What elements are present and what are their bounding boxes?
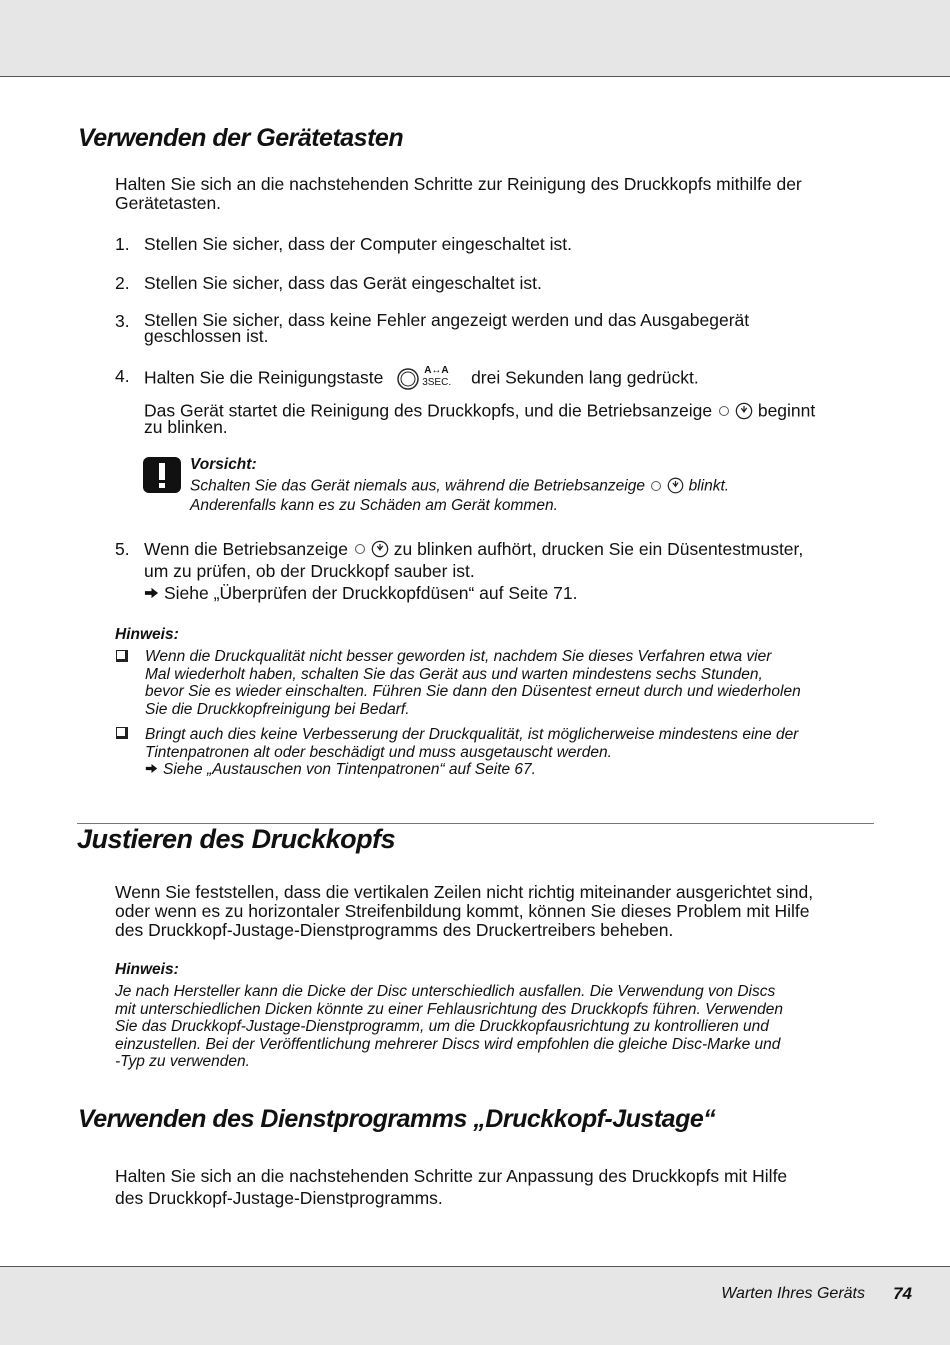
caution-line-1 [190, 477, 729, 496]
section3-intro-line: des Druckkopf-Justage-Dienstprogramms. [115, 1188, 443, 1208]
note-item-1-line: Sie die Druckkopfreinigung bei Bedarf. [145, 700, 410, 718]
section2-intro [115, 883, 813, 940]
step-2-text: Stellen Sie sicher, dass das Gerät eingeschaltet ist. [144, 273, 542, 293]
power-icon [667, 477, 684, 494]
checkbox-bullet-icon [116, 650, 128, 662]
section3-intro [115, 1165, 787, 1209]
step-number: 1. [115, 234, 130, 254]
step-number: 5. [115, 539, 130, 559]
arrow-right-icon [145, 763, 158, 774]
footer-chapter: Warten Ihres Geräts [721, 1285, 865, 1302]
note-title: Hinweis: [115, 961, 179, 978]
checkbox-bullet-icon [116, 727, 128, 739]
step-3-text: Stellen Sie sicher, dass keine Fehler angezeigt werden und das Ausgabegerät geschlossen ist. [144, 310, 750, 346]
section2-note-line: Je nach Hersteller kann die Dicke der Disc unterschiedlich ausfallen. Die Verwendung von Discs [115, 983, 776, 1000]
step-5-line-2: um zu prüfen, ob der Druckkopf sauber ist. [144, 561, 475, 581]
step-1-text: Stellen Sie sicher, dass der Computer eingeschaltet ist. [144, 234, 572, 254]
cleaning-button-label-top: A↔A [424, 365, 449, 376]
section2-intro-line: Wenn Sie feststellen, dass die vertikalen Zeilen nicht richtig miteinander ausgerichtet sind, [115, 882, 814, 902]
step-4-detail [144, 402, 815, 422]
caution-icon [143, 457, 181, 493]
note-item-2-line: Bringt auch dies keine Verbesserung der Druckqualität, ist möglicherweise mindestens eine der [145, 726, 799, 743]
section-heading-alignment-utility: Verwenden des Dienstprogramms „Druckkopf-Justage“ [78, 1105, 716, 1133]
step-5-text-b: zu blinken aufhört, drucken Sie ein Düsentestmuster, [393, 539, 804, 559]
step-4-detail-c: zu blinken. [144, 417, 228, 437]
section2-intro-line: oder wenn es zu horizontaler Streifenbildung kommt, können Sie dieses Problem mit Hilfe [115, 901, 810, 921]
note-item-1-line: bevor Sie es wieder einschalten. Führen Sie dann den Düsentest erneut durch und wiederholen [145, 683, 801, 700]
caution-line-1b: blinkt. [688, 477, 730, 495]
note-item-2-reference-link[interactable]: Siehe „Austauschen von Tintenpatronen“ auf Seite 67. [163, 761, 536, 778]
step-5-reference-link[interactable]: Siehe „Überprüfen der Druckkopfdüsen“ auf Seite 71. [164, 583, 578, 603]
step-number: 4. [115, 366, 130, 386]
step-5-line-1 [144, 540, 803, 560]
indicator-light-icon [651, 481, 661, 491]
note-item-2 [145, 726, 798, 779]
step-4-text-b: drei Sekunden lang gedrückt. [471, 367, 699, 388]
note-item-2-line: Tintenpatronen alt oder beschädigt und muss ausgetauscht werden. [145, 743, 612, 761]
step-4-detail-b: beginnt [757, 400, 816, 421]
step-4-detail-a: Das Gerät startet die Reinigung des Druckkopfs, und die Betriebsanzeige [144, 400, 713, 421]
step-number: 3. [115, 311, 130, 331]
step-5-reference[interactable] [144, 584, 577, 603]
power-icon [371, 540, 389, 558]
section2-note-line: Sie das Druckkopf-Justage-Dienstprogramm, um die Druckkopfausrichtung zu kontrollieren und [115, 1018, 769, 1035]
step-4-text [144, 367, 699, 391]
section2-note [115, 983, 783, 1071]
section2-note-line: -Typ zu verwenden. [115, 1053, 250, 1070]
indicator-light-icon [719, 406, 729, 416]
section-heading-device-buttons: Verwenden der Gerätetasten [78, 124, 404, 152]
section2-note-line: einzustellen. Bei der Veröffentlichung mehrerer Discs wird empfohlen die gleiche Disc-Marke und [115, 1035, 781, 1053]
indicator-light-icon [355, 544, 365, 554]
cleaning-button-label-bottom: 3SEC. [422, 377, 452, 388]
header-band [0, 0, 950, 77]
step-number: 2. [115, 273, 130, 293]
caution-line-2: Anderenfalls kann es zu Schäden am Gerät kommen. [190, 497, 558, 514]
note-item-1-line: Wenn die Druckqualität nicht besser geworden ist, nachdem Sie dieses Verfahren etwa vier [145, 648, 772, 665]
section-heading-print-head-alignment: Justieren des Druckkopfs [77, 824, 396, 854]
step-5-text-a: Wenn die Betriebsanzeige [144, 539, 348, 559]
page-number: 74 [893, 1284, 912, 1303]
section1-intro: Halten Sie sich an die nachstehenden Schritte zur Reinigung des Druckkopfs mithilfe der Gerätetasten. [115, 174, 802, 213]
section2-intro-line: des Druckkopf-Justage-Dienstprogramms des Druckertreibers beheben. [115, 920, 674, 940]
footer-band [0, 1266, 950, 1345]
cleaning-button-icon [394, 367, 458, 391]
section2-note-line: mit unterschiedlichen Dicken könnte zu einer Fehlausrichtung des Druckkopfs führen. Verwenden [115, 1000, 784, 1018]
note-item-2-reference[interactable] [145, 761, 798, 779]
note-item-1 [145, 648, 801, 718]
note-item-1-line: Mal wiederholt haben, schalten Sie das Gerät aus und warten mindestens sechs Stunden, [145, 665, 763, 683]
caution-line-1a: Schalten Sie das Gerät niemals aus, während die Betriebsanzeige [190, 477, 645, 495]
step-4-text-a: Halten Sie die Reinigungstaste [144, 367, 384, 388]
note-title: Hinweis: [115, 626, 179, 643]
section3-intro-line: Halten Sie sich an die nachstehenden Schritte zur Anpassung des Druckkopfs mit Hilfe [115, 1166, 788, 1186]
power-icon [735, 402, 753, 420]
arrow-right-icon [144, 587, 159, 599]
caution-title: Vorsicht: [190, 456, 257, 473]
